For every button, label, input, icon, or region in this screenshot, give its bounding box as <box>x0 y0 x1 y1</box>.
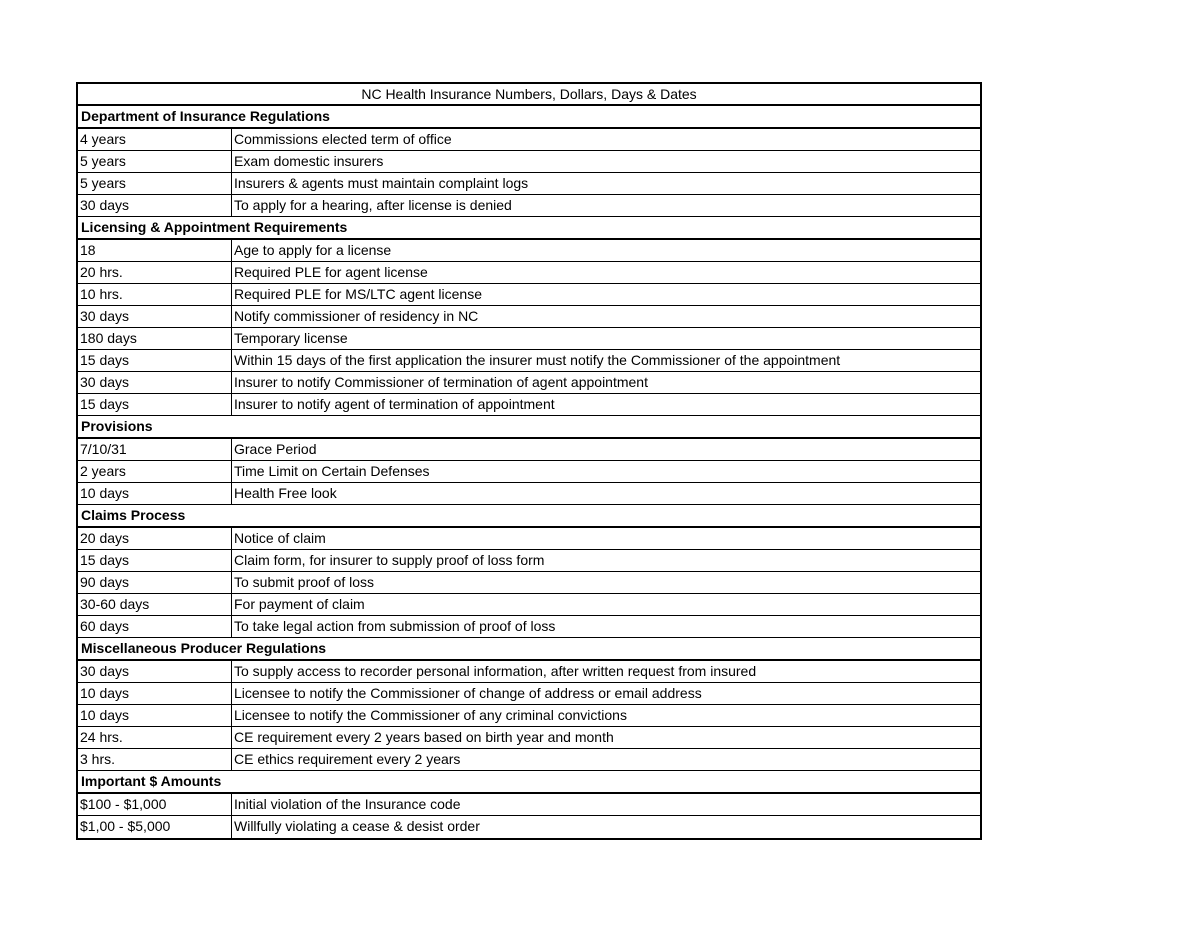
table-row <box>78 661 980 683</box>
description-cell: Required PLE for MS/LTC agent license <box>234 286 482 302</box>
description-cell: Health Free look <box>234 485 337 501</box>
value-cell: $100 - $1,000 <box>78 794 232 815</box>
value-cell: 5 years <box>78 151 232 172</box>
table-row <box>78 683 980 705</box>
table-row <box>78 439 980 461</box>
value-cell: 180 days <box>78 328 232 349</box>
description-cell: For payment of claim <box>234 596 365 612</box>
value-cell: 30-60 days <box>78 594 232 615</box>
section-heading-row <box>78 217 980 240</box>
description-cell: Licensee to notify the Commissioner of change of address or email address <box>234 685 702 701</box>
value-cell: 20 days <box>78 528 232 549</box>
value-cell: 60 days <box>78 616 232 637</box>
value-cell: 10 days <box>78 683 232 704</box>
table-row <box>78 461 980 483</box>
table-row <box>78 550 980 572</box>
section-heading: Licensing & Appointment Requirements <box>81 219 348 235</box>
table-row <box>78 262 980 284</box>
table-row <box>78 328 980 350</box>
description-cell: Grace Period <box>234 441 317 457</box>
value-cell: 24 hrs. <box>78 727 232 748</box>
value-cell: 30 days <box>78 306 232 327</box>
table-row <box>78 372 980 394</box>
description-cell: Insurer to notify agent of termination of appointment <box>234 396 555 412</box>
table-row <box>78 594 980 616</box>
value-cell: 10 days <box>78 705 232 726</box>
description-cell: Initial violation of the Insurance code <box>234 796 461 812</box>
value-cell: 4 years <box>78 129 232 150</box>
description-cell: CE requirement every 2 years based on birth year and month <box>234 729 614 745</box>
table-row <box>78 794 980 816</box>
value-cell: 2 years <box>78 461 232 482</box>
description-cell: To submit proof of loss <box>234 574 375 590</box>
description-cell: Exam domestic insurers <box>234 153 384 169</box>
section-heading: Department of Insurance Regulations <box>81 108 330 124</box>
section-heading: Important $ Amounts <box>81 773 222 789</box>
description-cell: To supply access to recorder personal information, after written request from insured <box>234 663 757 679</box>
table-row <box>78 306 980 328</box>
section-heading: Miscellaneous Producer Regulations <box>81 640 327 656</box>
description-cell: Willfully violating a cease & desist order <box>234 818 480 834</box>
table-row <box>78 240 980 262</box>
table-row <box>78 727 980 749</box>
value-cell: 15 days <box>78 394 232 415</box>
description-cell: Insurer to notify Commissioner of termination of agent appointment <box>234 374 648 390</box>
table-row <box>78 195 980 217</box>
description-cell: Time Limit on Certain Defenses <box>234 463 430 479</box>
table-row <box>78 572 980 594</box>
description-cell: Notice of claim <box>234 530 326 546</box>
table-title: NC Health Insurance Numbers, Dollars, Days & Dates <box>361 86 697 102</box>
table-row <box>78 350 980 372</box>
table-row <box>78 284 980 306</box>
value-cell: 15 days <box>78 550 232 571</box>
value-cell: $1,00 - $5,000 <box>78 816 232 838</box>
description-cell: Licensee to notify the Commissioner of any criminal convictions <box>234 707 627 723</box>
table-row <box>78 151 980 173</box>
section-heading-row <box>78 416 980 439</box>
description-cell: Notify commissioner of residency in NC <box>234 308 479 324</box>
section-heading-row <box>78 638 980 661</box>
description-cell: CE ethics requirement every 2 years <box>234 751 461 767</box>
table-body <box>78 106 980 838</box>
table-row <box>78 816 980 838</box>
table-row <box>78 129 980 151</box>
value-cell: 30 days <box>78 195 232 216</box>
table-title-row <box>78 84 980 106</box>
table-row <box>78 705 980 727</box>
description-cell: Commissions elected term of office <box>234 131 452 147</box>
table-row <box>78 616 980 638</box>
value-cell: 3 hrs. <box>78 749 232 770</box>
table-row <box>78 173 980 195</box>
section-heading: Provisions <box>81 418 153 434</box>
value-cell: 10 days <box>78 483 232 504</box>
description-cell: To take legal action from submission of proof of loss <box>234 618 556 634</box>
value-cell: 90 days <box>78 572 232 593</box>
table-row <box>78 394 980 416</box>
reference-table <box>76 82 982 840</box>
value-cell: 20 hrs. <box>78 262 232 283</box>
description-cell: Age to apply for a license <box>234 242 392 258</box>
table-row <box>78 749 980 771</box>
section-heading-row <box>78 106 980 129</box>
description-cell: Required PLE for agent license <box>234 264 428 280</box>
value-cell: 30 days <box>78 661 232 682</box>
description-cell: Within 15 days of the first application the insurer must notify the Commissioner of the appointment <box>234 352 841 368</box>
value-cell: 30 days <box>78 372 232 393</box>
description-cell: Insurers & agents must maintain complaint logs <box>234 175 529 191</box>
value-cell: 18 <box>78 240 232 261</box>
section-heading: Claims Process <box>81 507 186 523</box>
description-cell: Temporary license <box>234 330 348 346</box>
value-cell: 7/10/31 <box>78 439 232 460</box>
description-cell: To apply for a hearing, after license is denied <box>234 197 512 213</box>
description-cell: Claim form, for insurer to supply proof of loss form <box>234 552 545 568</box>
section-heading-row <box>78 771 980 794</box>
section-heading-row <box>78 505 980 528</box>
value-cell: 10 hrs. <box>78 284 232 305</box>
table-row <box>78 528 980 550</box>
value-cell: 15 days <box>78 350 232 371</box>
value-cell: 5 years <box>78 173 232 194</box>
table-row <box>78 483 980 505</box>
